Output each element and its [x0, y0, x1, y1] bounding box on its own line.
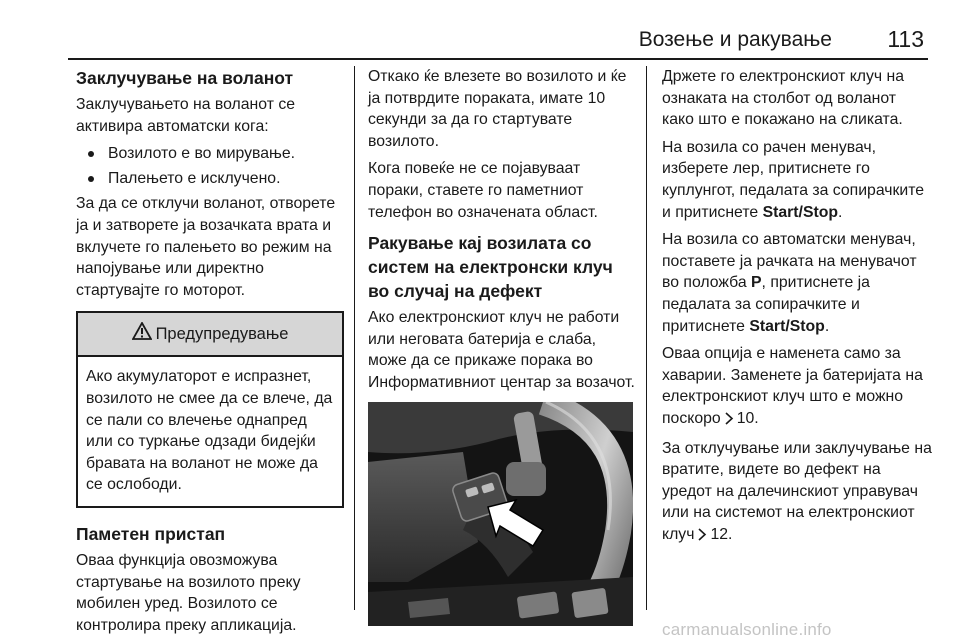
- watermark: carmanualsonline.info: [662, 620, 832, 639]
- steering-lock-intro: Заклучувањето на воланот се активира автоматски кога:: [76, 96, 296, 135]
- paragraph-no-messages: Кога повеќе не се појавуваат пораки, ставете го паметниот телефон во означената област.: [368, 160, 598, 221]
- heading-electronic-key-fault: Ракување кај возилата со систем на електронски клуч во случај на дефект: [368, 233, 613, 302]
- start-stop-label: Start/Stop: [762, 203, 839, 221]
- page-header: [68, 24, 928, 56]
- warning-header: [78, 313, 342, 357]
- column-divider-2: [646, 66, 647, 610]
- header-rule: [68, 58, 928, 60]
- steering-column-illustration: [368, 402, 633, 626]
- paragraph-hold-key: Држете го електронскиот клуч на ознаката на столбот од воланот како што е покажано на сликата.: [662, 68, 905, 129]
- list-item: Возилото е во мирување.: [76, 143, 344, 165]
- list-item: Палењето е исклучено.: [76, 168, 344, 190]
- conditions-list: [76, 143, 344, 189]
- heading-smart-access: Паметен пристап: [76, 523, 226, 544]
- warning-box: [76, 311, 344, 508]
- column-1: [76, 66, 344, 642]
- paragraph-emergency-only: Оваа опција е наменета само за хаварии. Заменете ја батеријата на електронскиот клуч што е можно поскоро 10.: [662, 343, 932, 431]
- paragraph-lock-unlock: За отклучување или заклучување на вратите, видете во дефект на уредот на далечинскиот управувач или на системот на електронскиот клуч 12.: [662, 438, 932, 548]
- warning-title: Предупредување: [155, 324, 289, 343]
- heading-steering-lock: Заклучување на воланот: [76, 68, 294, 88]
- paragraph-key-not-working: Ако електронскиот клуч не работи или неговата батерија е слаба, може да се прикаже порака во Информативниот центар за возачот.: [368, 309, 635, 391]
- unlock-paragraph: За да се отклучи воланот, отворете ја и затворете ја возачката врата и вклучете го палењето во режим на напојување или директно стартувајте го моторот.: [76, 195, 336, 299]
- warning-triangle-icon: [132, 322, 152, 347]
- page-reference[interactable]: 12.: [710, 525, 733, 543]
- page-reference-icon: [697, 526, 707, 548]
- warning-text: Ако акумулаторот е испразнет, возилото не смее да се влече, да се пали со влечење однапред или со туркање одзади бидејќи бравата на воланот не може да се ослободи.: [86, 368, 333, 494]
- smart-access-paragraph: Оваа функција овозможува стартување на возилото преку мобилен уред. Возилото се контролира преку апликација.: [76, 551, 301, 634]
- page-reference[interactable]: 10.: [736, 409, 759, 427]
- start-stop-label: Start/Stop: [749, 317, 825, 335]
- paragraph-enter-vehicle: Откако ќе влезете во возилото и ќе ја потврдите пораката, имате 10 секунди за да го стартувате возилото.: [368, 68, 627, 150]
- gear-p-label: P: [751, 274, 762, 292]
- column-2: [368, 66, 638, 626]
- paragraph-manual-transmission: На возила со рачен менувач, изберете лер, притиснете го куплунгот, педалата за сопирачките и притиснете Start/Stop.: [662, 138, 925, 221]
- section-title: Возење и ракување: [638, 28, 832, 51]
- column-3: [662, 66, 932, 553]
- page-number: 113: [887, 26, 924, 52]
- paragraph-automatic-transmission: На возила со автоматски менувач, поставете ја рачката на менувачот во положба P, притиснете ја педалата за сопирачките и притиснете Start/Stop.: [662, 231, 917, 335]
- bullet-icon: [88, 176, 94, 182]
- page-reference-icon: [724, 410, 734, 432]
- bullet-icon: [88, 151, 94, 157]
- column-divider-1: [354, 66, 355, 610]
